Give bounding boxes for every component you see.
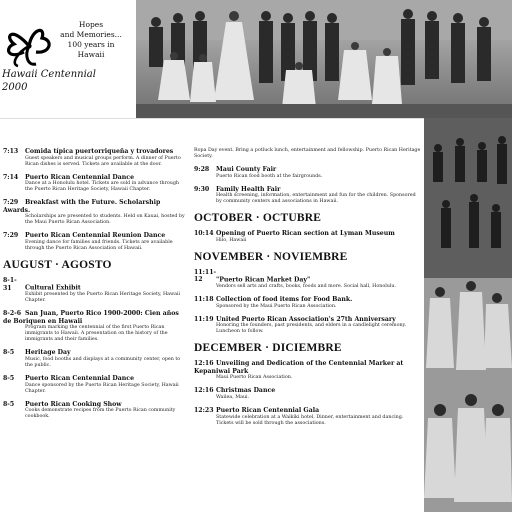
event-entry xyxy=(194,148,422,160)
event-entry xyxy=(3,148,186,168)
event-entry xyxy=(3,174,186,194)
event-entry xyxy=(194,230,422,244)
event-description: Dance sponsored by the Puerto Rican Heritage Society, Hawaii Chapter. xyxy=(25,382,179,394)
event-description: Health screening, information, entertainment and fun for the children. Sponsored by community centers and associations in Hawaii. xyxy=(216,193,416,205)
event-date: 7:14 xyxy=(3,173,19,181)
event-description: Dance at a Honolulu hotel. Tickets are sold in advance through the Puerto Rican Heritage Society, Hawaii Chapter. xyxy=(25,181,180,193)
group-photo-wedding xyxy=(136,0,512,118)
event-date: 9:30 xyxy=(194,185,210,193)
event-date: 11:19 xyxy=(194,315,214,323)
tagline-line: and Memories... xyxy=(60,30,122,39)
event-date: 11:18 xyxy=(194,295,214,303)
event-title: San Juan, Puerto Rico 1900-2000: Cien años de Boriquen en Hawaii xyxy=(3,310,179,325)
event-description: Guest speakers and musical groups perform. A dinner of Puerto Rican dishes is served. Tickets are available at the door. xyxy=(25,155,181,167)
tagline xyxy=(56,20,126,60)
event-title: Collection of food items for Food Bank. xyxy=(216,295,353,303)
tagline-line: Hawaii xyxy=(77,50,105,59)
event-title: Christmas Dance xyxy=(216,387,276,395)
logo-title xyxy=(2,68,96,94)
event-entry xyxy=(3,349,186,369)
event-date: 7:13 xyxy=(3,148,19,155)
calendar-middle-column xyxy=(194,148,422,433)
event-entry xyxy=(194,387,422,401)
logo-title-year: 2000 xyxy=(2,82,28,93)
centennial-logo-mark xyxy=(2,22,56,70)
month-heading-october: OCTOBER · OCTUBRE xyxy=(194,212,322,225)
event-title: Heritage Day xyxy=(25,349,71,357)
event-description: Hilo, Hawaii xyxy=(216,237,247,243)
event-description: Cooks demonstrate recipes from the Puerto Rican community cookbook. xyxy=(25,408,176,420)
event-title: Opening of Puerto Rican section at Lyman Museum xyxy=(216,230,395,238)
calendar-left-column xyxy=(3,148,186,426)
month-heading-december: DECEMBER · DICIEMBRE xyxy=(194,342,342,355)
event-title: Puerto Rican Centennial Gala xyxy=(216,406,320,414)
event-description: Wailea, Maui. xyxy=(216,394,250,400)
event-entry xyxy=(3,375,186,395)
event-description: Vendors sell arts and crafts, books, foods and more. Social hall, Honolulu. xyxy=(216,283,396,289)
event-entry xyxy=(3,401,186,421)
event-date: 7:29 xyxy=(3,232,19,240)
event-date: 8-1-31 xyxy=(3,276,17,292)
event-description: Sponsored by the Maui Puerto Rican Association. xyxy=(216,303,337,309)
event-title: Comida típica puertorriqueña y trovadores xyxy=(25,148,174,155)
event-entry xyxy=(3,199,186,226)
event-title: Puerto Rican Centennial Reunion Dance xyxy=(25,232,166,240)
event-date: 12:16 xyxy=(194,387,214,395)
event-date: 12:16 xyxy=(194,360,214,368)
logo-area xyxy=(0,0,136,118)
event-description: Program marking the centennial of the first Puerto Rican immigrants to Hawaii. A presentation on the history of the immigrants and their families. xyxy=(25,325,168,343)
event-description: Honoring the founders, past presidents, and elders in a candlelight ceremony. Luncheon to follow. xyxy=(216,323,407,335)
event-date: 8-2-6 xyxy=(3,310,22,318)
event-title: Breakfast with the Future. Scholarship Awards. xyxy=(3,199,161,214)
event-title: Maui County Fair xyxy=(216,166,277,173)
event-title: Puerto Rican Cooking Show xyxy=(25,400,122,408)
event-description: Evening dance for families and friends. Tickets are available through the Puerto Rican Association of Hawaii. xyxy=(25,239,173,251)
event-description: Exhibit presented by the Puerto Rican Heritage Society, Hawaii Chapter. xyxy=(25,292,181,304)
event-entry xyxy=(3,277,186,304)
event-title: "Puerto Rican Market Day" xyxy=(216,276,311,284)
event-entry xyxy=(194,269,422,290)
event-date: 8-5 xyxy=(3,374,15,382)
event-entry xyxy=(194,407,422,427)
event-date: 7:29 xyxy=(3,199,19,207)
event-title: Cultural Exhibit xyxy=(25,284,81,292)
event-description: Puerto Rican food booth at the fairgrounds. xyxy=(216,173,323,179)
group-photo-families xyxy=(424,118,512,512)
event-description: Statewide celebration at a Waikiki hotel. Dinner, entertainment and dancing. Tickets will be sold through the associations. xyxy=(216,414,404,426)
event-entry xyxy=(3,232,186,252)
event-entry xyxy=(194,166,422,180)
tagline-line: 100 years in xyxy=(67,40,115,49)
event-date: 11:11-12 xyxy=(194,268,217,284)
month-heading-august: AUGUST · AGOSTO xyxy=(3,258,112,271)
event-date: 10:14 xyxy=(194,230,214,238)
event-date: 12:23 xyxy=(194,406,214,414)
event-description: Music, food booths and displays at a community center, open to the public. xyxy=(25,356,181,368)
event-title: Puerto Rican Centennial Dance xyxy=(25,173,135,181)
event-title: United Puerto Rican Association's 27th Anniversary xyxy=(216,315,396,323)
event-entry xyxy=(3,310,186,343)
event-entry xyxy=(194,316,422,336)
event-entry xyxy=(194,360,422,381)
tagline-line: Hopes xyxy=(78,20,104,29)
event-entry xyxy=(194,186,422,206)
event-description: Scholarships are presented to students. Held on Kauai, hosted by the Maui Puerto Rican Association. xyxy=(25,214,185,226)
divider xyxy=(0,118,424,119)
logo-title-line: Hawaii Centennial xyxy=(2,69,96,80)
event-date: 8-5 xyxy=(3,400,15,408)
month-heading-november: NOVEMBER · NOVIEMBRE xyxy=(194,250,348,263)
event-date: 9:28 xyxy=(194,166,210,173)
event-date: 8-5 xyxy=(3,349,15,357)
event-entry xyxy=(194,296,422,310)
event-title: Unveiling and Dedication of the Centennial Marker at Kepaniwai Park xyxy=(194,360,404,375)
event-title: Puerto Rican Centennial Dance xyxy=(25,374,135,382)
event-description: Maui Puerto Rican Association. xyxy=(216,375,293,381)
event-description: Ropa Day event. Bring a potluck lunch, entertainment and fellowship. Puerto Rican Heritage Society. xyxy=(194,148,421,159)
event-title: Family Health Fair xyxy=(216,185,281,193)
